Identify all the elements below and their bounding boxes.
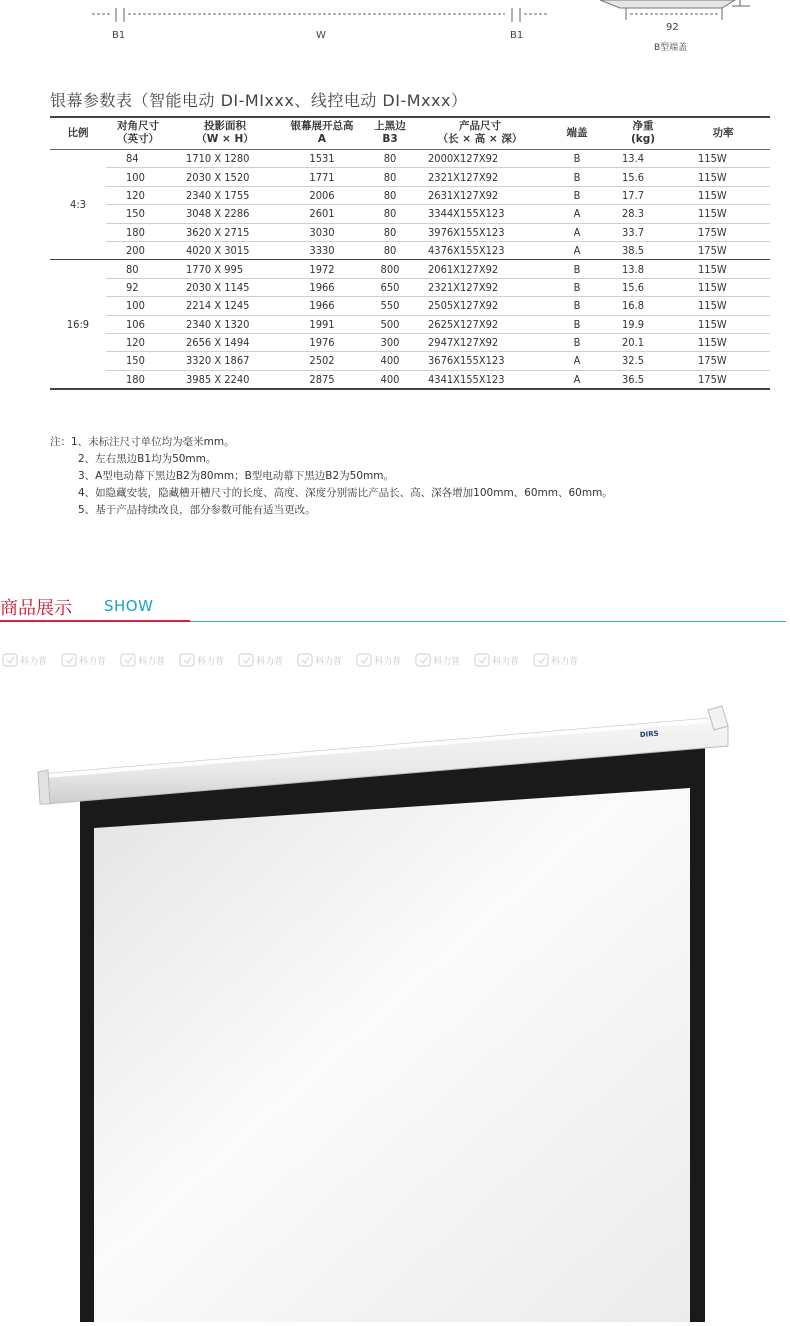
- dimension-drawing: [0, 0, 790, 70]
- table-cell: 2625X127X92: [416, 315, 544, 333]
- table-cell: 175W: [676, 352, 770, 370]
- table-header-cell: 产品尺寸 （长 × 高 × 深）: [416, 117, 544, 150]
- table-cell: 2631X127X92: [416, 186, 544, 204]
- table-cell: 33.7: [610, 223, 676, 241]
- watermark-text: 科力普: [256, 656, 284, 667]
- table-row: [50, 278, 770, 296]
- table-cell: 200: [106, 241, 170, 259]
- table-row: [50, 333, 770, 351]
- note-1: 1、未标注尺寸单位均为毫米mm。: [71, 436, 235, 448]
- table-cell: 115W: [676, 186, 770, 204]
- table-cell: 2340 X 1320: [170, 315, 280, 333]
- watermark-item: [415, 651, 460, 669]
- section-header: [0, 594, 790, 624]
- endcap-width-label: 92: [666, 22, 679, 33]
- endcap-caption: B型端盖: [654, 43, 688, 53]
- table-cell: 100: [106, 297, 170, 315]
- table-cell: 106: [106, 315, 170, 333]
- section-underline-red: [0, 620, 190, 622]
- table-cell: B: [544, 150, 610, 168]
- table-cell: A: [544, 241, 610, 259]
- table-cell: 80: [364, 205, 416, 223]
- watermark-item: [120, 651, 165, 669]
- table-row: [50, 297, 770, 315]
- table-header-cell: 端盖: [544, 117, 610, 150]
- notes: [50, 434, 613, 519]
- table-header-cell: 上黑边 B3: [364, 117, 416, 150]
- table-cell: A: [544, 205, 610, 223]
- table-cell: 2321X127X92: [416, 278, 544, 296]
- width-label: W: [316, 30, 326, 41]
- ratio-cell: 4:3: [50, 150, 106, 260]
- watermark-text: 科力普: [492, 656, 520, 667]
- table-cell: 1966: [280, 297, 364, 315]
- table-row: [50, 168, 770, 186]
- table-row: [50, 186, 770, 204]
- table-row: [50, 223, 770, 241]
- watermark-item: [61, 651, 106, 669]
- table-cell: 2321X127X92: [416, 168, 544, 186]
- table-cell: 3048 X 2286: [170, 205, 280, 223]
- table-cell: 3985 X 2240: [170, 370, 280, 389]
- table-cell: B: [544, 278, 610, 296]
- watermark-icon: [61, 653, 77, 667]
- table-row: [50, 205, 770, 223]
- table-header-cell: 对角尺寸 （英寸）: [106, 117, 170, 150]
- note-5: 5、基于产品持续改良，部分参数可能有适当更改。: [78, 504, 316, 516]
- watermark-icon: [179, 653, 195, 667]
- table-cell: 15.6: [610, 278, 676, 296]
- table-body: [50, 150, 770, 390]
- watermark-item: [356, 651, 401, 669]
- watermark-item: [297, 651, 342, 669]
- table-row: [50, 241, 770, 259]
- watermark-text: 科力普: [79, 656, 107, 667]
- watermark-item: [179, 651, 224, 669]
- table-cell: A: [544, 223, 610, 241]
- table-header-cell: 功率: [676, 117, 770, 150]
- table-cell: 2006: [280, 186, 364, 204]
- table-cell: 400: [364, 370, 416, 389]
- section-title-cn: 商品展示: [0, 598, 72, 619]
- table-cell: 3676X155X123: [416, 352, 544, 370]
- table-cell: 80: [364, 223, 416, 241]
- watermark-icon: [474, 653, 490, 667]
- note-3: 3、A型电动幕下黑边B2为80mm；B型电动幕下黑边B2为50mm。: [78, 470, 394, 482]
- table-header-cell: 比例: [50, 117, 106, 150]
- watermark-icon: [2, 653, 18, 667]
- table-cell: 550: [364, 297, 416, 315]
- projector-screen-illustration: [0, 700, 790, 1322]
- table-row: [50, 150, 770, 168]
- table-header-row: [50, 117, 770, 150]
- watermark-text: 科力普: [315, 656, 343, 667]
- table-cell: 80: [364, 186, 416, 204]
- table-row: [50, 260, 770, 278]
- table-cell: 3620 X 2715: [170, 223, 280, 241]
- table-cell: 2505X127X92: [416, 297, 544, 315]
- note-row: [50, 485, 613, 502]
- table-cell: 3344X155X123: [416, 205, 544, 223]
- table-cell: 15.6: [610, 168, 676, 186]
- table-cell: 1710 X 1280: [170, 150, 280, 168]
- table-cell: 4020 X 3015: [170, 241, 280, 259]
- table-cell: 2947X127X92: [416, 333, 544, 351]
- table-row: [50, 315, 770, 333]
- table-cell: 2875: [280, 370, 364, 389]
- screen-surface: [94, 788, 690, 1322]
- table-cell: 120: [106, 333, 170, 351]
- table-cell: 3330: [280, 241, 364, 259]
- table-cell: 2061X127X92: [416, 260, 544, 278]
- table-cell: 115W: [676, 205, 770, 223]
- spec-table: [50, 116, 770, 390]
- watermark-text: 科力普: [197, 656, 225, 667]
- note-4: 4、如隐藏安装，隐藏槽开槽尺寸的长度、高度、深度分别需比产品长、高、深各增加100mm、60mm、60mm。: [78, 487, 613, 499]
- watermark-icon: [415, 653, 431, 667]
- table-title: 银幕参数表（智能电动 DI-MIxxx、线控电动 DI-Mxxx）: [50, 91, 468, 110]
- table-cell: 1972: [280, 260, 364, 278]
- notes-prefix: 注：: [50, 436, 71, 448]
- table-cell: 1770 X 995: [170, 260, 280, 278]
- table-cell: A: [544, 352, 610, 370]
- table-cell: 1991: [280, 315, 364, 333]
- table-cell: B: [544, 333, 610, 351]
- note-row: [50, 468, 613, 485]
- watermark-icon: [238, 653, 254, 667]
- note-row: [50, 502, 613, 519]
- note-row: [50, 434, 613, 451]
- table-cell: 400: [364, 352, 416, 370]
- table-cell: 80: [106, 260, 170, 278]
- table-cell: 115W: [676, 278, 770, 296]
- table-cell: 3030: [280, 223, 364, 241]
- watermark-icon: [533, 653, 549, 667]
- watermark-text: 科力普: [374, 656, 402, 667]
- watermark-icon: [356, 653, 372, 667]
- note-row: [50, 451, 613, 468]
- table-cell: 2030 X 1145: [170, 278, 280, 296]
- table-cell: 1771: [280, 168, 364, 186]
- table-cell: 2000X127X92: [416, 150, 544, 168]
- table-cell: 175W: [676, 370, 770, 389]
- watermark-text: 科力普: [433, 656, 461, 667]
- watermark-item: [2, 651, 47, 669]
- table-cell: 4341X155X123: [416, 370, 544, 389]
- table-cell: 2214 X 1245: [170, 297, 280, 315]
- table-cell: 13.4: [610, 150, 676, 168]
- table-cell: 28.3: [610, 205, 676, 223]
- table-cell: 175W: [676, 241, 770, 259]
- table-cell: 16.8: [610, 297, 676, 315]
- table-cell: 80: [364, 168, 416, 186]
- table-cell: 1531: [280, 150, 364, 168]
- table-cell: 2340 X 1755: [170, 186, 280, 204]
- left-end-cap: [38, 770, 50, 804]
- table-cell: 180: [106, 223, 170, 241]
- table-cell: A: [544, 370, 610, 389]
- table-cell: 2656 X 1494: [170, 333, 280, 351]
- section-title-en: SHOW: [104, 597, 154, 615]
- watermark-item: [474, 651, 519, 669]
- table-cell: 180: [106, 370, 170, 389]
- table-cell: 36.5: [610, 370, 676, 389]
- table-cell: 300: [364, 333, 416, 351]
- table-cell: 1966: [280, 278, 364, 296]
- table-cell: 32.5: [610, 352, 676, 370]
- section-underline-teal: [190, 621, 786, 622]
- table-cell: 650: [364, 278, 416, 296]
- table-cell: B: [544, 297, 610, 315]
- right-b1-label: B1: [510, 30, 524, 41]
- watermark-icon: [297, 653, 313, 667]
- watermark-item: [238, 651, 283, 669]
- ratio-cell: 16:9: [50, 260, 106, 389]
- table-cell: 115W: [676, 333, 770, 351]
- table-cell: 150: [106, 352, 170, 370]
- watermark-icon: [120, 653, 136, 667]
- table-header-cell: 银幕展开总高 A: [280, 117, 364, 150]
- table-cell: B: [544, 315, 610, 333]
- table-header-cell: 净重 (kg): [610, 117, 676, 150]
- table-cell: 150: [106, 205, 170, 223]
- table-row: [50, 352, 770, 370]
- watermark-text: 科力普: [138, 656, 166, 667]
- table-cell: 80: [364, 150, 416, 168]
- table-cell: B: [544, 168, 610, 186]
- table-cell: 20.1: [610, 333, 676, 351]
- watermark-text: 科力普: [20, 656, 48, 667]
- watermark-row: [2, 651, 790, 669]
- product-image: [0, 700, 790, 1322]
- table-cell: 115W: [676, 260, 770, 278]
- table-cell: 19.9: [610, 315, 676, 333]
- table-header-cell: 投影面积 （W × H）: [170, 117, 280, 150]
- table-cell: 13.8: [610, 260, 676, 278]
- table-cell: 500: [364, 315, 416, 333]
- table-cell: 17.7: [610, 186, 676, 204]
- watermark-item: [533, 651, 578, 669]
- table-row: [50, 370, 770, 389]
- table-cell: 175W: [676, 223, 770, 241]
- table-cell: 100: [106, 168, 170, 186]
- table-cell: 115W: [676, 315, 770, 333]
- table-cell: 120: [106, 186, 170, 204]
- note-2: 2、左右黑边B1均为50mm。: [78, 453, 217, 465]
- table-cell: 80: [364, 241, 416, 259]
- table-cell: 2601: [280, 205, 364, 223]
- table-cell: 84: [106, 150, 170, 168]
- table-cell: 2502: [280, 352, 364, 370]
- table-cell: 115W: [676, 297, 770, 315]
- brand-logo: DIRS: [639, 729, 659, 739]
- table-cell: 2030 X 1520: [170, 168, 280, 186]
- table-cell: B: [544, 260, 610, 278]
- table-cell: 1976: [280, 333, 364, 351]
- table-cell: B: [544, 186, 610, 204]
- table-cell: 800: [364, 260, 416, 278]
- left-b1-label: B1: [112, 30, 126, 41]
- table-cell: 38.5: [610, 241, 676, 259]
- table-cell: 4376X155X123: [416, 241, 544, 259]
- table-cell: 3976X155X123: [416, 223, 544, 241]
- table-cell: 115W: [676, 168, 770, 186]
- table-cell: 92: [106, 278, 170, 296]
- table-cell: 115W: [676, 150, 770, 168]
- watermark-text: 科力普: [551, 656, 579, 667]
- table-cell: 3320 X 1867: [170, 352, 280, 370]
